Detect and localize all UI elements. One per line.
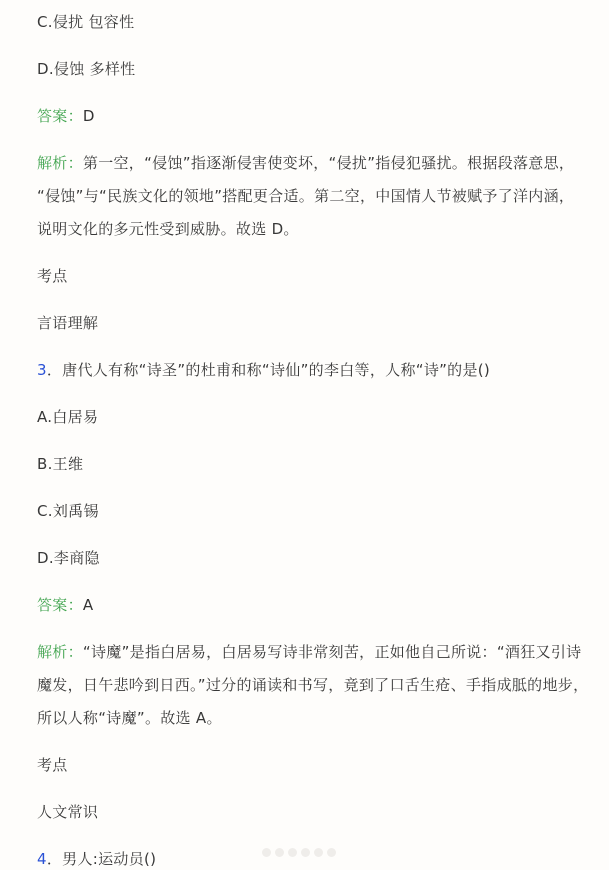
analysis-line: 所以人称“诗魔”。故选 A。 xyxy=(37,709,222,727)
analysis-paragraph xyxy=(37,147,591,246)
exam-point-value: 人文常识 xyxy=(37,803,99,821)
question-number-separator: ． xyxy=(46,361,63,379)
watermark-dot xyxy=(327,848,336,857)
answer-label: 答案： xyxy=(37,107,83,125)
question-stem-line xyxy=(37,354,591,387)
analysis-text: 第一空，“侵蚀”指逐渐侵害使变坏，“侵扰”指侵犯骚扰。根据段落意思， xyxy=(82,154,575,172)
analysis-paragraph xyxy=(37,636,591,735)
analysis-line: 说明文化的多元性受到威胁。故选 D。 xyxy=(37,220,299,238)
question-number: 3 xyxy=(37,361,47,379)
analysis-line: “侵蚀”与“民族文化的领地”搭配更合适。第二空，中国情人节被赋予了洋内涵， xyxy=(37,187,575,205)
watermark-dot xyxy=(288,848,297,857)
question-number: 4 xyxy=(37,850,47,868)
exam-point-heading: 考点 xyxy=(37,756,68,774)
option-b: B.王维 xyxy=(37,455,84,473)
answer-value: A xyxy=(82,596,94,614)
watermark-dots xyxy=(262,848,340,857)
watermark-dot xyxy=(314,848,323,857)
option-a: A.白居易 xyxy=(37,408,99,426)
analysis-text: “诗魔”是指白居易，白居易写诗非常刻苦，正如他自己所说：“酒狂又引诗 xyxy=(82,643,582,661)
option-d: D.李商隐 xyxy=(37,549,100,567)
watermark-dot xyxy=(262,848,271,857)
analysis-label: 解析： xyxy=(37,643,83,661)
question-stem: 男人:运动员() xyxy=(62,850,157,868)
analysis-label: 解析： xyxy=(37,154,83,172)
answer-value: D xyxy=(82,107,95,125)
analysis-line xyxy=(37,636,591,669)
exam-point-heading: 考点 xyxy=(37,267,68,285)
question-number-separator: ． xyxy=(46,850,63,868)
watermark-dot xyxy=(275,848,284,857)
answer-line xyxy=(37,589,591,622)
analysis-line: 魔发，日午悲吟到日西。”过分的诵读和书写，竟到了口舌生疮、手指成胝的地步， xyxy=(37,676,589,694)
answer-line xyxy=(37,100,591,133)
answer-label: 答案： xyxy=(37,596,83,614)
watermark-dot xyxy=(301,848,310,857)
question-stem: 唐代人有称“诗圣”的杜甫和称“诗仙”的李白等，人称“诗”的是() xyxy=(62,361,491,379)
exam-point-value: 言语理解 xyxy=(37,314,99,332)
option-d: D.侵蚀 多样性 xyxy=(37,60,136,78)
option-c: C.侵扰 包容性 xyxy=(37,13,135,31)
option-c: C.刘禹锡 xyxy=(37,502,99,520)
analysis-line xyxy=(37,147,591,180)
